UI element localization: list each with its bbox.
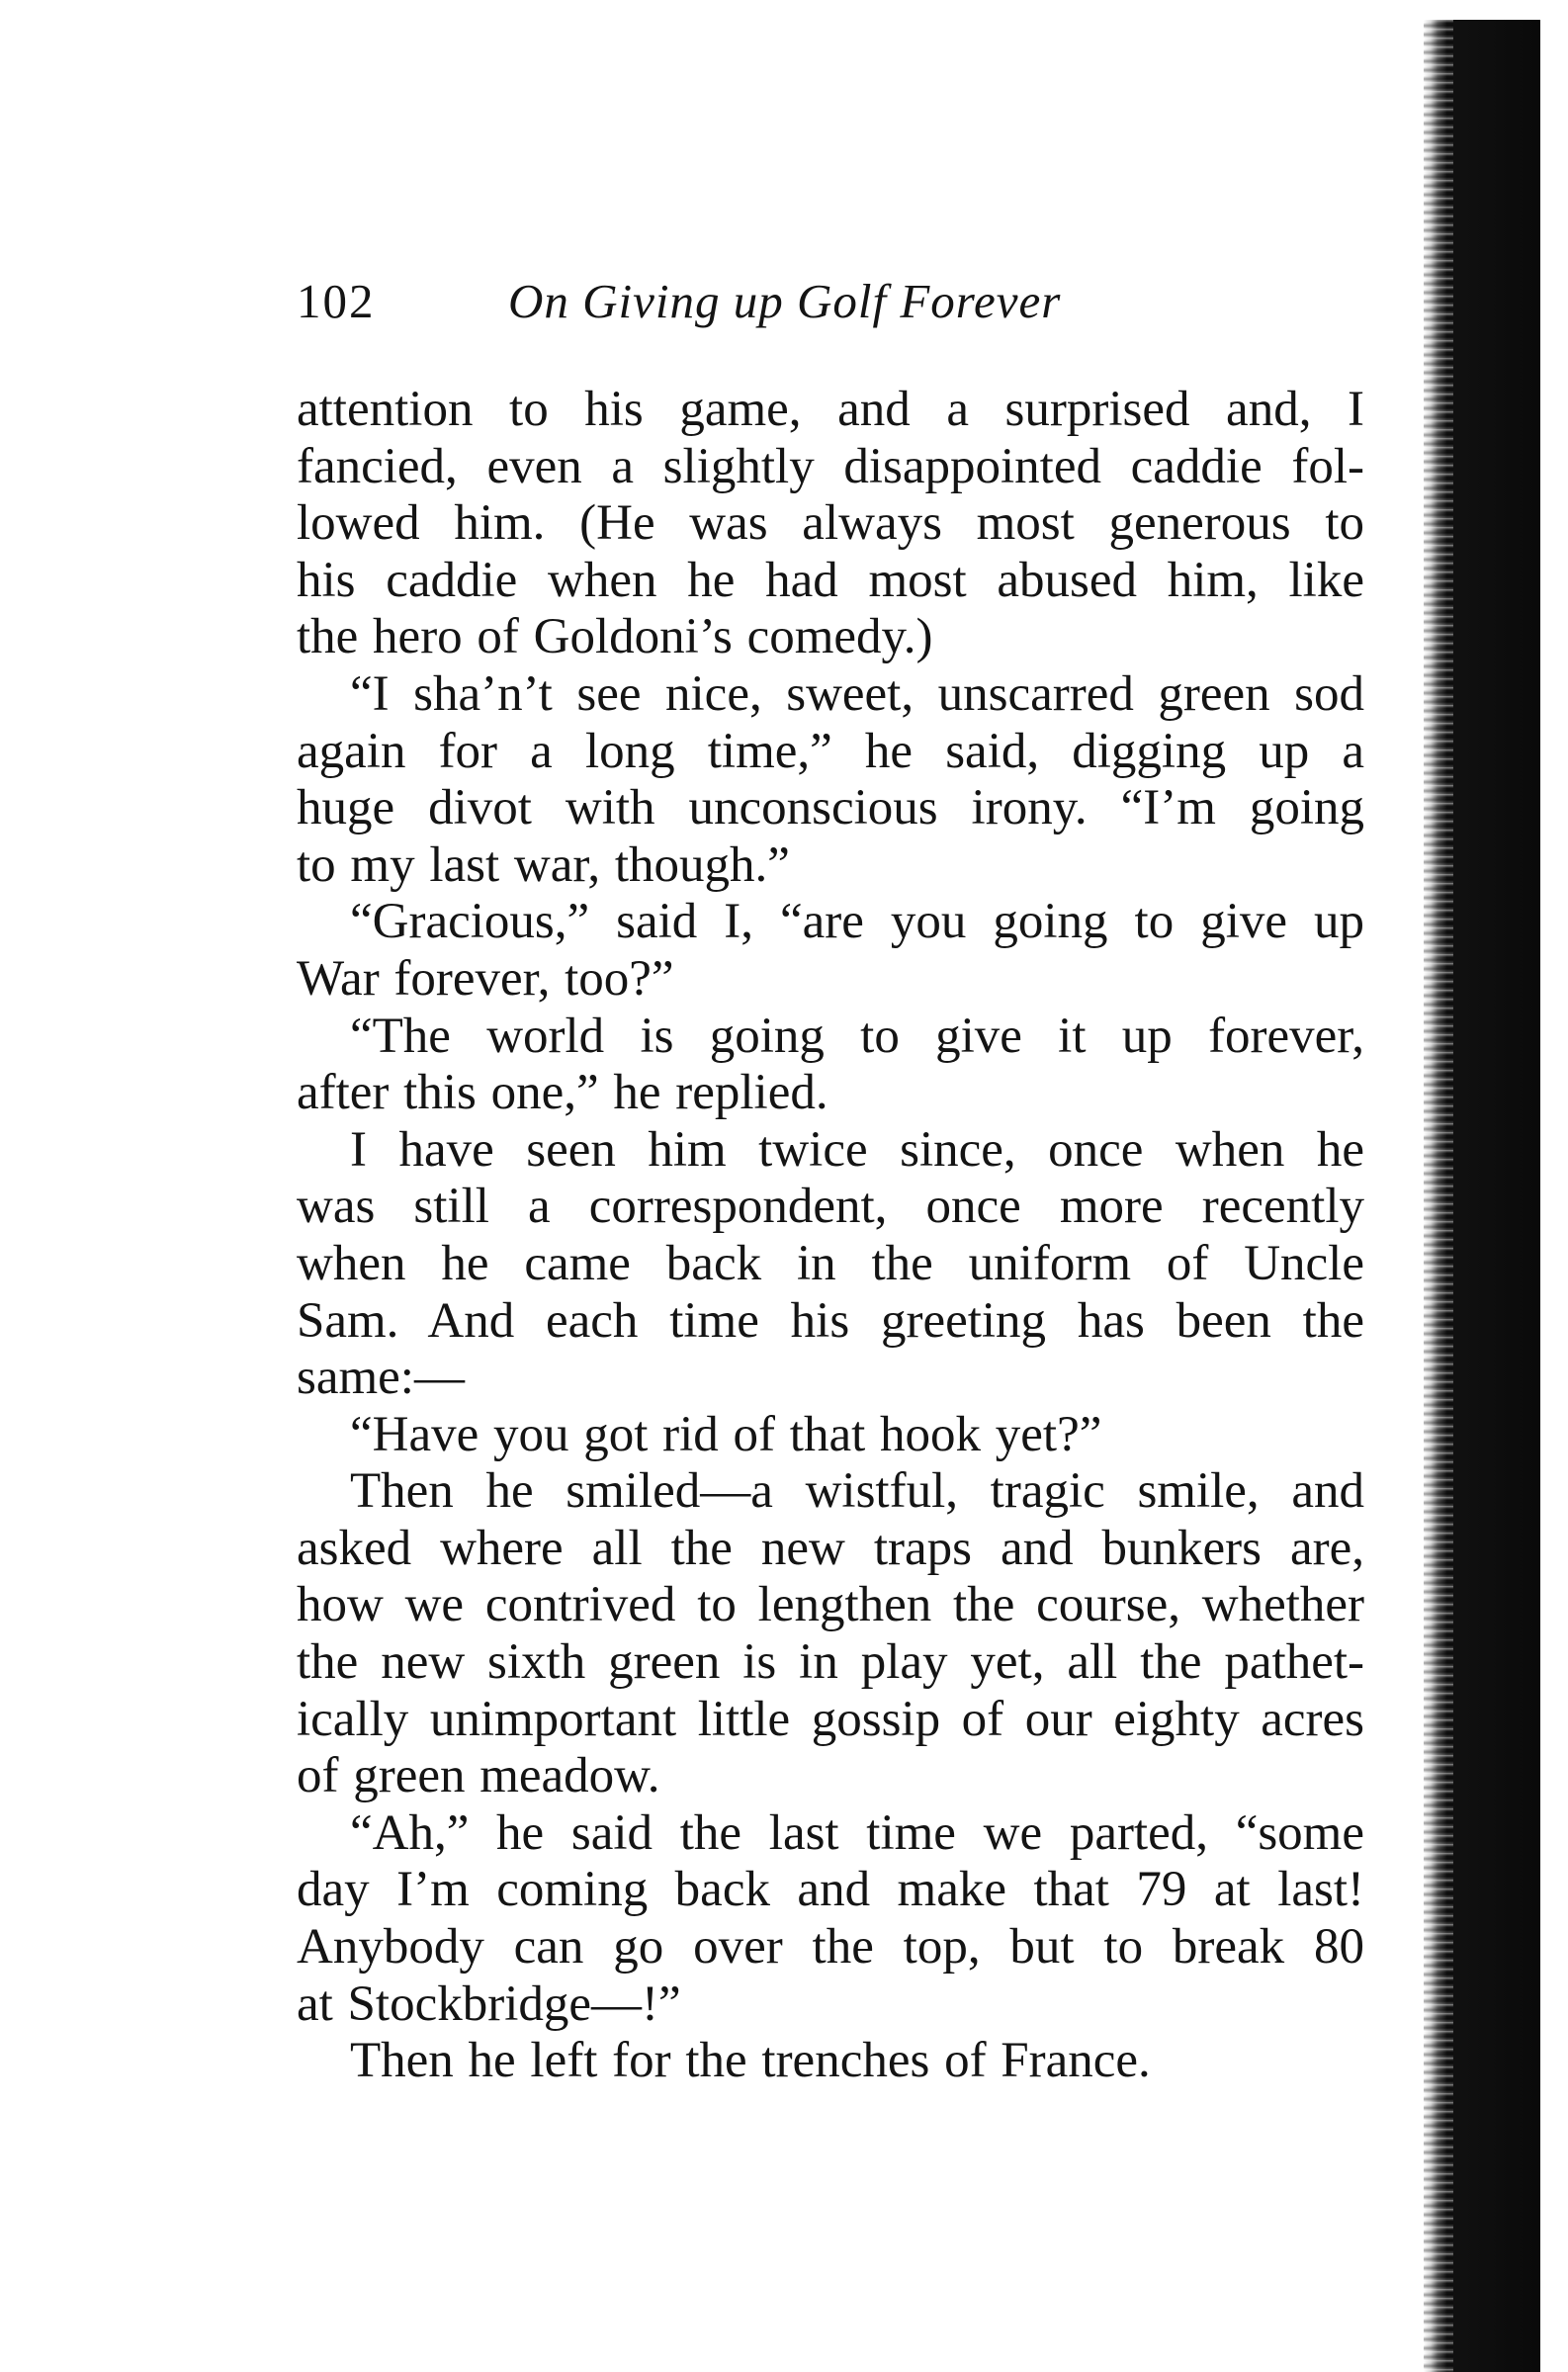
text-line: his caddie when he had most abused him, like [297, 552, 1364, 608]
text-line: “Gracious,” said I, “are you going to give up [350, 894, 1364, 950]
text-line: Anybody can go over the top, but to break 80 [297, 1919, 1364, 1976]
text-line: when he came back in the uniform of Uncle [297, 1235, 1364, 1291]
text-line: how we contrived to lengthen the course, whether [297, 1577, 1364, 1633]
text-line: the new sixth green is in play yet, all the pathet- [297, 1634, 1364, 1691]
text-line: Sam. And each time his greeting has been the [297, 1292, 1364, 1349]
text-line: attention to his game, and a surprised and, I [297, 382, 1364, 437]
text-line: after this one,” he replied. [297, 1065, 828, 1121]
text-line: Then he left for the trenches of France. [350, 2033, 1151, 2089]
running-head [297, 273, 1364, 332]
text-line: same:— [297, 1350, 465, 1406]
text-line: “The world is going to give it up forever, [350, 1008, 1364, 1064]
text-line: fancied, even a slightly disappointed caddie fol- [297, 438, 1364, 494]
text-line: “I sha’n’t see nice, sweet, unscarred green sod [350, 665, 1364, 722]
text-line: to my last war, though.” [297, 836, 790, 893]
running-title: On Giving up Golf Forever [508, 274, 1062, 328]
page-number: 102 [297, 274, 376, 328]
text-line: huge divot with unconscious irony. “I’m going [297, 780, 1364, 836]
text-line: War forever, too?” [297, 950, 674, 1007]
body-text [297, 382, 1364, 2090]
text-line: “Ah,” he said the last time we parted, “some [350, 1804, 1364, 1861]
text-line: the hero of Goldoni’s comedy.) [297, 609, 933, 665]
page-edge-shadow [1424, 20, 1540, 2372]
text-line: “Have you got rid of that hook yet?” [350, 1406, 1102, 1462]
text-line: Then he smiled—a wistful, tragic smile, and [350, 1463, 1364, 1520]
text-line: at Stockbridge—!” [297, 1976, 681, 2032]
text-line: of green meadow. [297, 1748, 660, 1804]
text-line: lowed him. (He was always most generous to [297, 495, 1364, 552]
text-line: ically unimportant little gossip of our eighty acres [297, 1691, 1364, 1747]
text-line: asked where all the new traps and bunkers are, [297, 1520, 1364, 1576]
text-line: I have seen him twice since, once when he [350, 1121, 1364, 1178]
text-line: was still a correspondent, once more recently [297, 1179, 1364, 1235]
text-line: day I’m coming back and make that 79 at last! [297, 1862, 1364, 1918]
text-line: again for a long time,” he said, digging up a [297, 723, 1364, 779]
